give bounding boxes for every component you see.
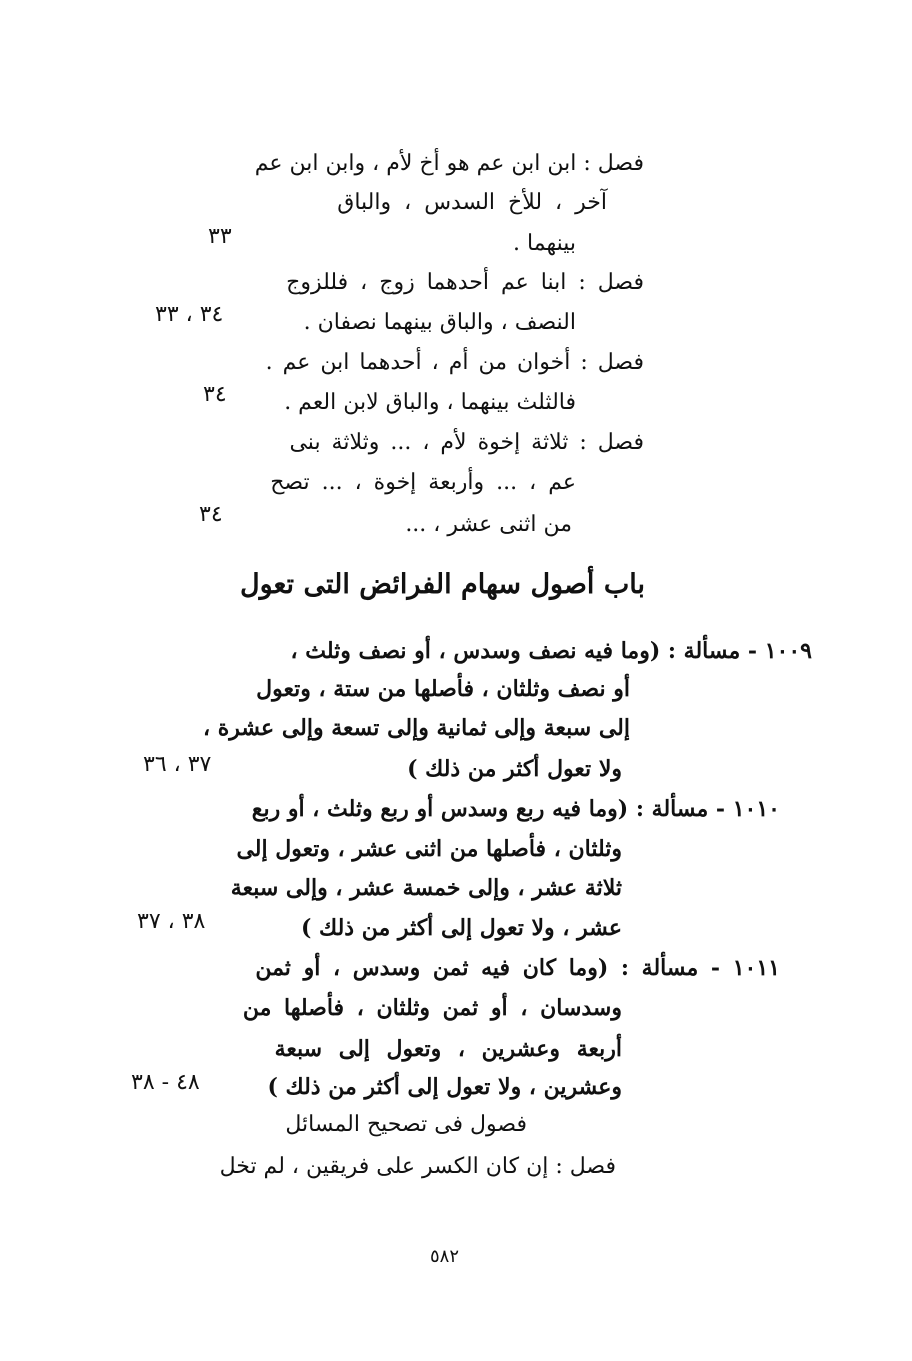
text-line-4: فصل : ابنا عم أحدهما زوج ، فللزوج <box>286 270 644 295</box>
masala-1011-line-4: وعشرين ، ولا تعول إلى أكثر من ذلك ) <box>267 1074 622 1100</box>
masala-1010-line-4: عشر ، ولا تعول إلى أكثر من ذلك ) <box>300 915 622 941</box>
masala-1010-line-1: ١٠١٠ - مسألة : (وما فيه ربع وسدس أو ربع وثلث ، أو ربع <box>251 796 780 822</box>
masala-1009-line-2: أو نصف وثلثان ، فأصلها من ستة ، وتعول <box>256 676 630 702</box>
text-line-2: آخر ، للأخ السدس ، والباق <box>337 190 607 215</box>
masala-1009-line-3: إلى سبعة وإلى ثمانية وإلى تسعة وإلى عشرة ، <box>202 715 630 741</box>
margin-ref-7: ٤٨ - ٣٨ <box>131 1070 200 1095</box>
text-line-3: بينهما . <box>513 231 576 256</box>
masala-1009-line-4: ولا تعول أكثر من ذلك ) <box>407 756 622 782</box>
text-line-6: فصل : أخوان من أم ، أحدهما ابن عم . <box>265 350 644 375</box>
masala-1011-line-3: أربعة وعشرين ، وتعول إلى سبعة <box>274 1036 622 1062</box>
masala-1010-line-3: ثلاثة عشر ، وإلى خمسة عشر ، وإلى سبعة <box>230 875 622 901</box>
chapter-heading: باب أصول سهام الفرائض التى تعول <box>239 569 645 600</box>
masala-1009-line-1: ١٠٠٩ - مسألة : (وما فيه نصف وسدس ، أو نصف وثلث ، <box>290 638 812 664</box>
margin-ref-1: ٣٣ <box>208 224 232 249</box>
margin-ref-2: ٣٤ ، ٣٣ <box>155 302 224 327</box>
masala-1011-line-2: وسدسان ، أو ثمن وثلثان ، فأصلها من <box>242 995 622 1021</box>
margin-ref-4: ٣٤ <box>199 502 223 527</box>
masala-1011-line-1: ١٠١١ - مسألة : (وما كان فيه ثمن وسدس ، أو ثمن <box>255 955 780 981</box>
page-number: ٥٨٢ <box>429 1246 459 1267</box>
masala-1010-line-2: وثلثان ، فأصلها من اثنى عشر ، وتعول إلى <box>236 836 622 862</box>
text-line-7: فالثلث بينهما ، والباق لابن العم . <box>284 390 576 415</box>
section-title-fusul: فصول فى تصحيح المسائل <box>285 1112 527 1137</box>
text-line-last: فصل : إن كان الكسر على فريقين ، لم تخل <box>219 1154 616 1179</box>
text-line-5: النصف ، والباق بينهما نصفان . <box>303 310 576 335</box>
text-line-8: فصل : ثلاثة إخوة لأم ، ... وثلاثة بنى <box>289 430 644 455</box>
text-line-10: من اثنى عشر ، ... <box>405 512 572 537</box>
text-line-1: فصل : ابن ابن عم هو أخ لأم ، وابن ابن عم <box>254 151 644 176</box>
margin-ref-3: ٣٤ <box>203 382 227 407</box>
text-line-9: عم ، ... وأربعة إخوة ، ... تصح <box>270 470 576 495</box>
margin-ref-6: ٣٨ ، ٣٧ <box>137 909 206 934</box>
margin-ref-5: ٣٧ ، ٣٦ <box>143 752 212 777</box>
